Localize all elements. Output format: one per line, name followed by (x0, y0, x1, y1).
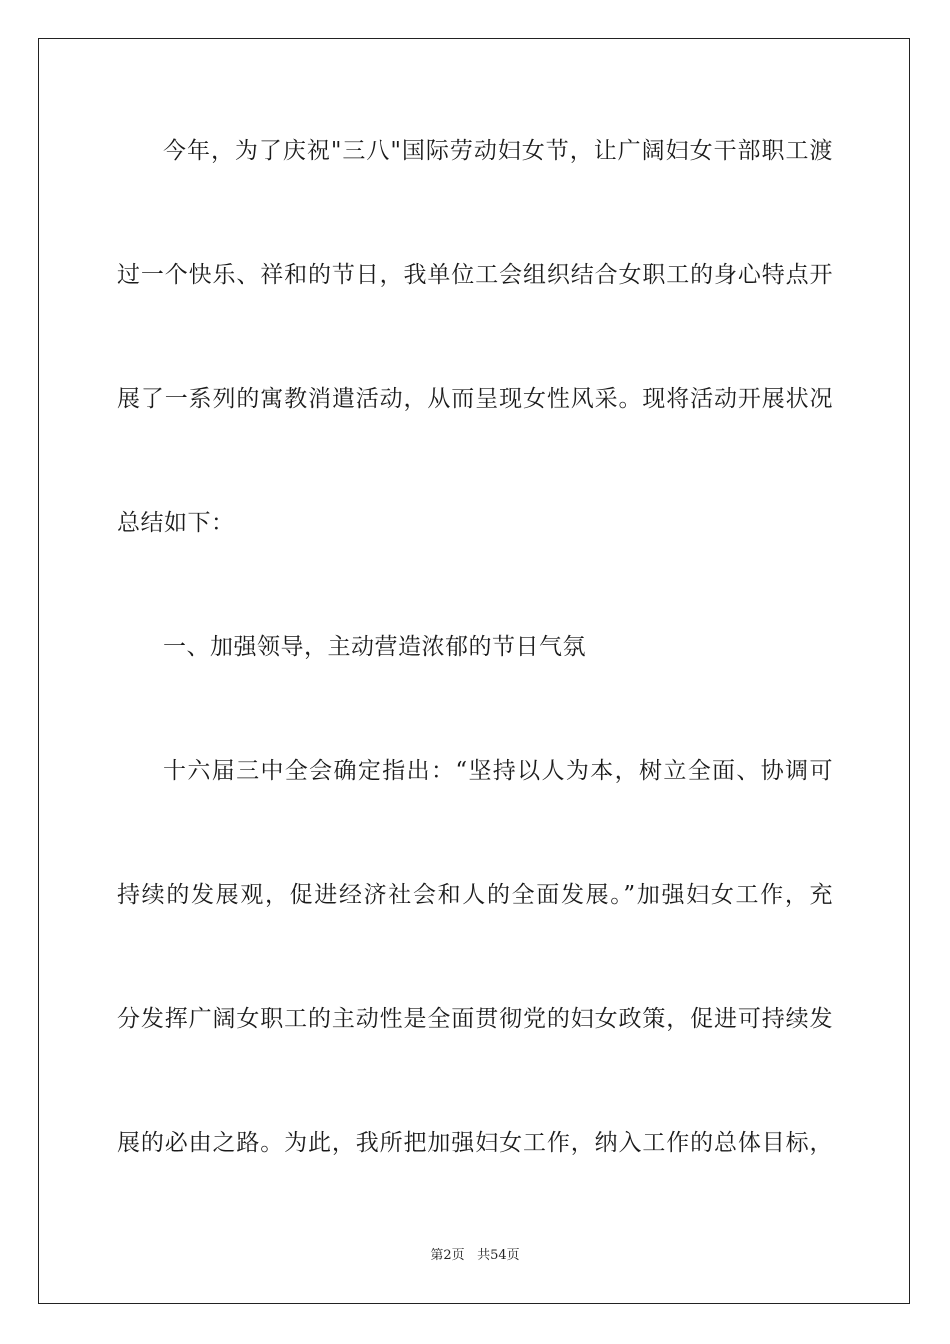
paragraph-line: 过一个快乐、祥和的节日，我单位工会组织结合女职工的身心特点开 (117, 262, 833, 288)
page-number: 第2页 (430, 1248, 465, 1263)
section-heading: 一、加强领导，主动营造浓郁的节日气氛 (163, 634, 586, 660)
paragraph-line: 分发挥广阔女职工的主动性是全面贯彻党的妇女政策，促进可持续发 (117, 1006, 833, 1032)
paragraph-line: 总结如下： (117, 510, 235, 536)
paragraph-line: 今年，为了庆祝"三八"国际劳动妇女节，让广阔妇女干部职工渡 (163, 138, 833, 164)
paragraph-line: 十六届三中全会确定指出：“坚持以人为本，树立全面、协调可 (163, 758, 833, 784)
paragraph-line: 展的必由之路。为此，我所把加强妇女工作，纳入工作的总体目标， (117, 1130, 833, 1156)
paragraph-line: 展了一系列的寓教消遣活动，从而呈现女性风采。现将活动开展状况 (117, 386, 833, 412)
page-footer (0, 1244, 950, 1263)
paragraph-line: 持续的发展观，促进经济社会和人的全面发展。”加强妇女工作，充 (117, 882, 833, 908)
page-total: 共54页 (477, 1248, 520, 1263)
page-border (38, 38, 910, 1304)
